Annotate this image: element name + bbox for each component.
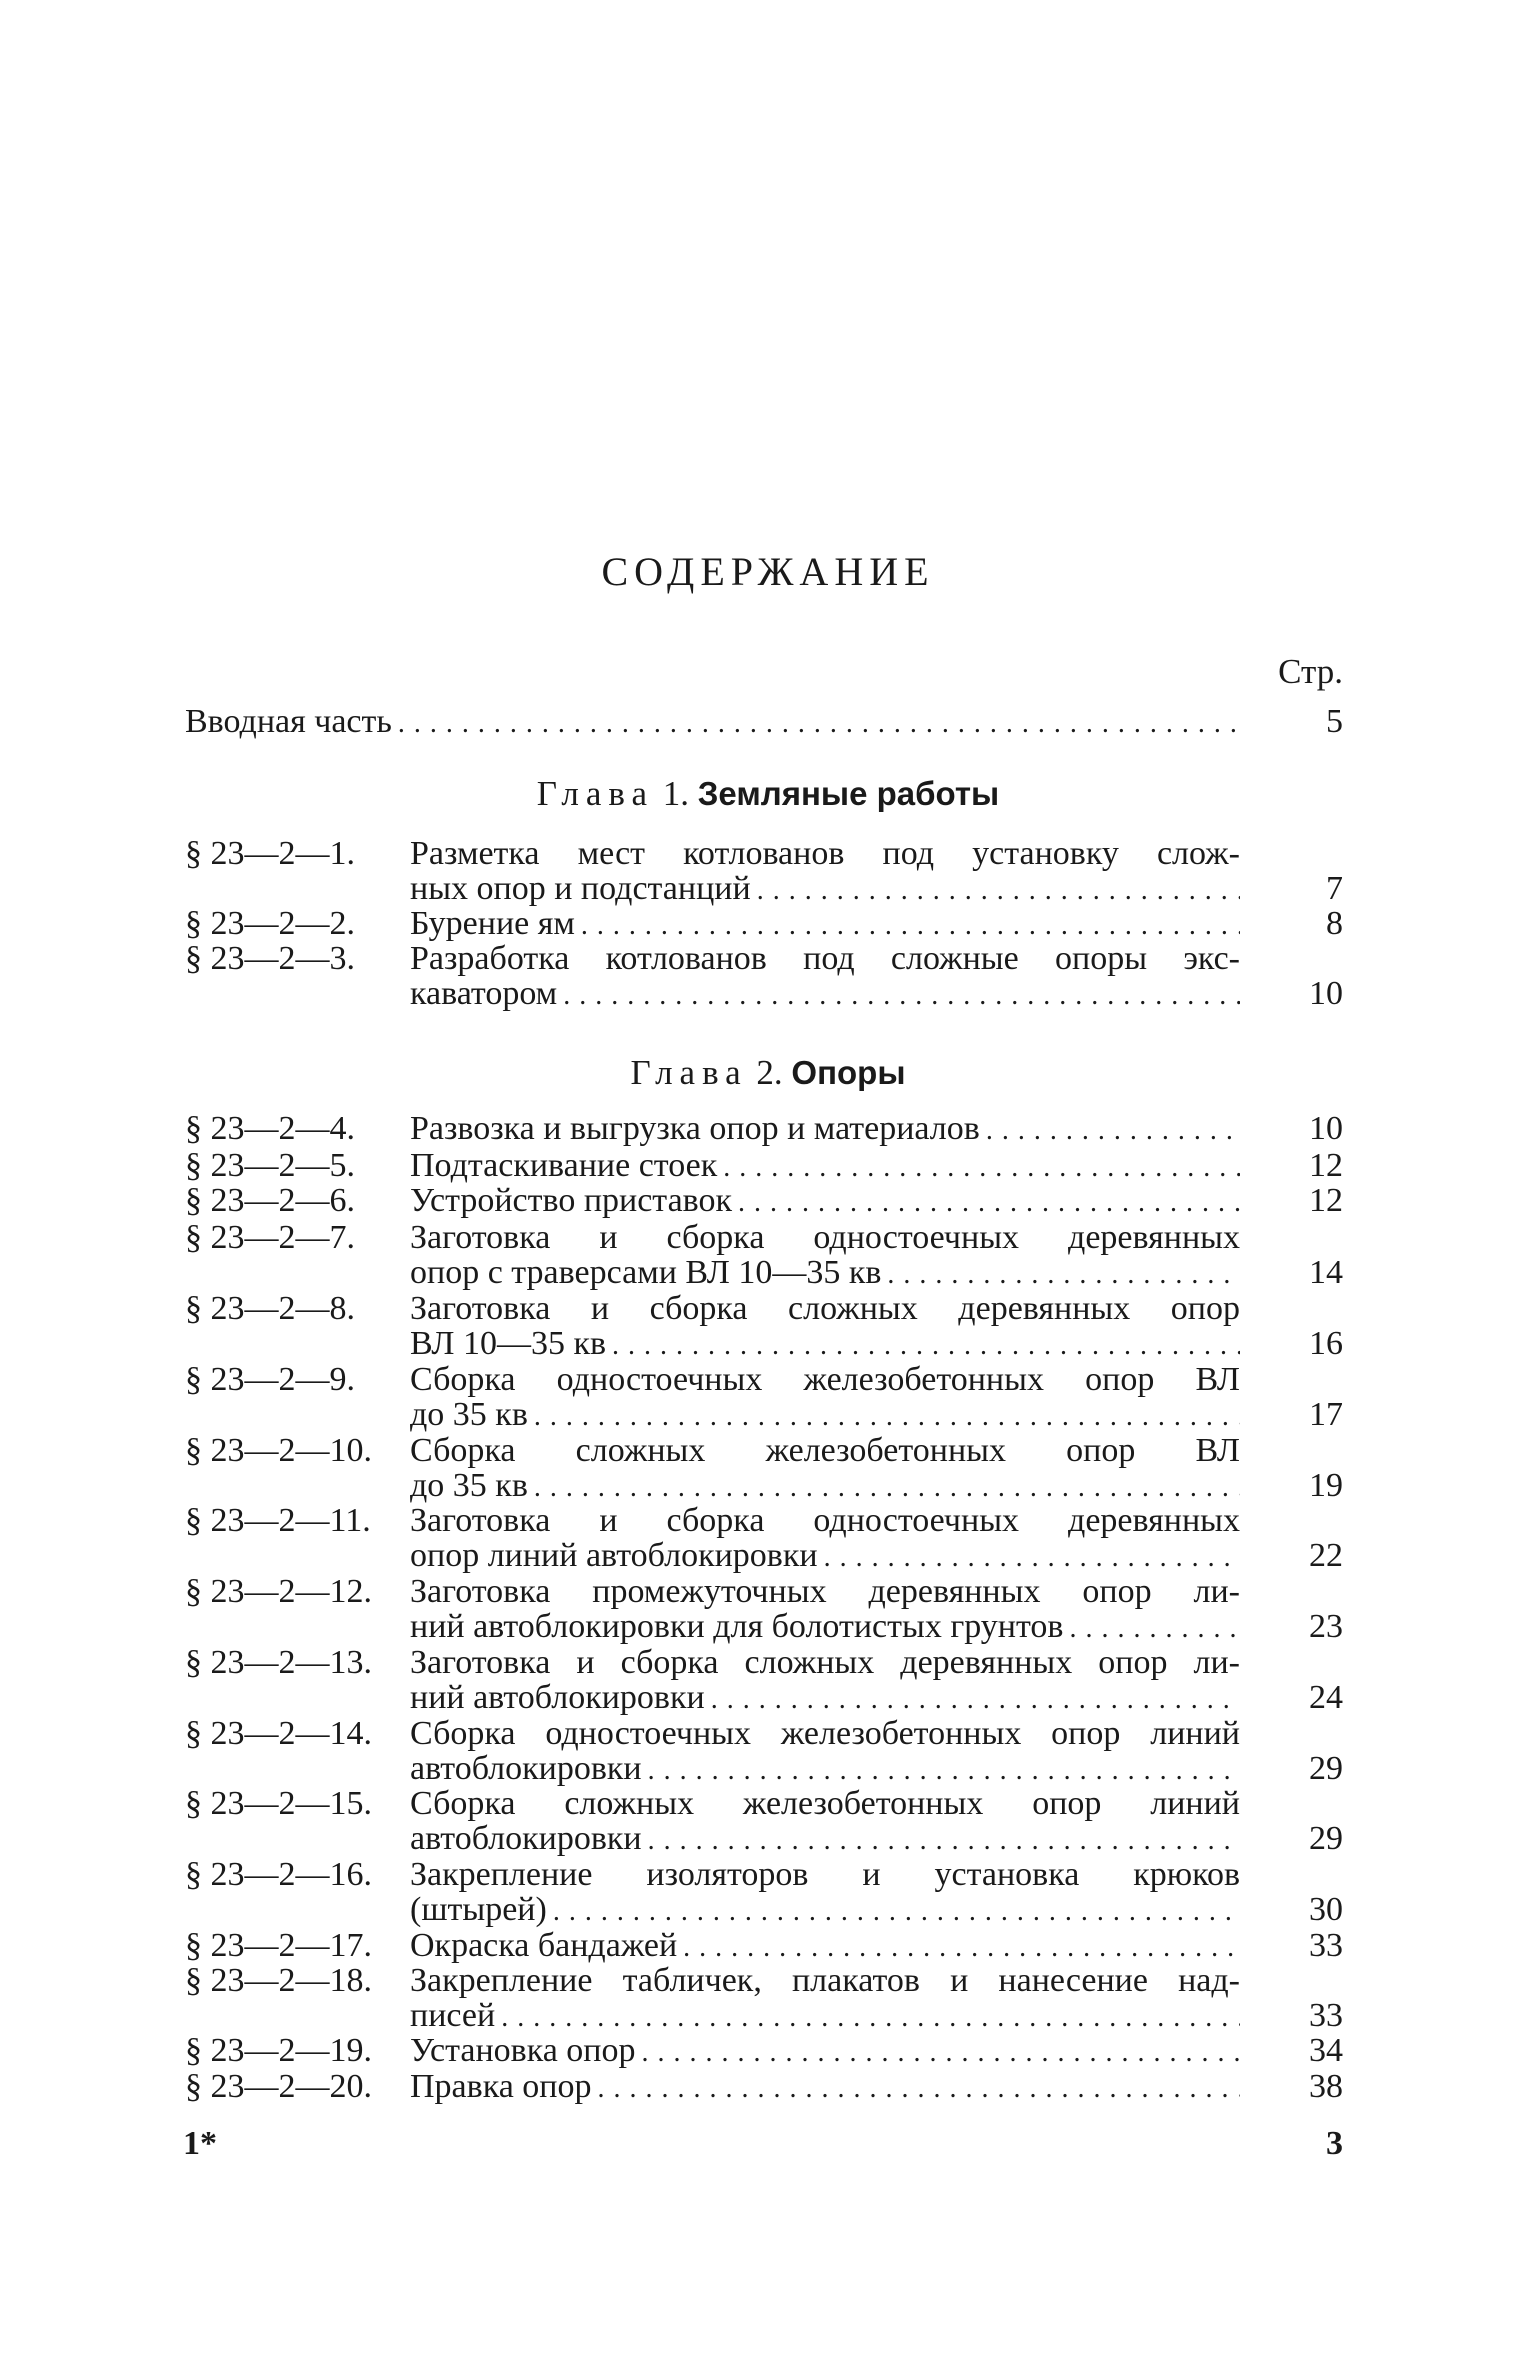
section-title-line-1[interactable]: Сборка сложных железобетонных опор ВЛ bbox=[410, 1432, 1240, 1469]
section-page: 12 bbox=[1309, 1147, 1343, 1184]
section-page: 10 bbox=[1309, 1110, 1343, 1147]
section-page: 22 bbox=[1309, 1537, 1343, 1574]
section-number: § 23—2—16. bbox=[185, 1856, 372, 1893]
section-title-text: опор с траверсами ВЛ 10—35 кв bbox=[410, 1254, 882, 1291]
dot-leader bbox=[711, 1682, 1240, 1718]
section-title-text: до 35 кв bbox=[410, 1467, 528, 1504]
section-title-line-1[interactable]: Заготовка и сборка одностоечных деревянных bbox=[410, 1502, 1240, 1539]
dot-leader bbox=[986, 1113, 1240, 1149]
section-title-line-2[interactable] bbox=[410, 1821, 1240, 1857]
section-number: § 23—2—11. bbox=[185, 1502, 371, 1539]
section-title-text: (штырей) bbox=[410, 1891, 547, 1928]
section-title-line-1[interactable]: Закрепление табличек, плакатов и нанесение над- bbox=[410, 1962, 1240, 1999]
section-title[interactable] bbox=[410, 1148, 1240, 1184]
dot-leader bbox=[641, 2035, 1240, 2071]
section-title-line-1[interactable]: Сборка одностоечных железобетонных опор линий bbox=[410, 1715, 1240, 1752]
section-title-line-1[interactable]: Заготовка и сборка сложных деревянных опор ли- bbox=[410, 1644, 1240, 1681]
dot-leader bbox=[723, 1150, 1240, 1186]
chapter-title: Опоры bbox=[791, 1054, 906, 1091]
section-title-line-2[interactable] bbox=[410, 1255, 1240, 1291]
section-number: § 23—2—19. bbox=[185, 2032, 372, 2069]
section-title-text: Развозка и выгрузка опор и материалов bbox=[410, 1110, 980, 1147]
section-page: 33 bbox=[1309, 1997, 1343, 2034]
section-page: 38 bbox=[1309, 2068, 1343, 2105]
intro-title: Вводная часть bbox=[185, 703, 392, 740]
section-title-line-1[interactable]: Разработка котлованов под сложные опоры экс- bbox=[410, 940, 1240, 977]
section-title-line-2[interactable] bbox=[410, 1468, 1240, 1504]
dot-leader bbox=[887, 1257, 1240, 1293]
chapter-label: Глава bbox=[536, 774, 654, 813]
section-number: § 23—2—8. bbox=[185, 1290, 355, 1327]
section-number: § 23—2—7. bbox=[185, 1219, 355, 1256]
section-page: 30 bbox=[1309, 1891, 1343, 1928]
section-page: 17 bbox=[1309, 1396, 1343, 1433]
section-title-text: Окраска бандажей bbox=[410, 1927, 678, 1964]
intro-page: 5 bbox=[1326, 703, 1343, 740]
section-number: § 23—2—1. bbox=[185, 835, 355, 872]
chapter-number: 1. bbox=[662, 774, 689, 813]
section-page: 33 bbox=[1309, 1927, 1343, 1964]
section-number: § 23—2—18. bbox=[185, 1962, 372, 1999]
page-column-header: Стр. bbox=[1278, 652, 1343, 691]
section-title-line-1[interactable]: Разметка мест котлованов под установку слож- bbox=[410, 835, 1240, 872]
section-page: 16 bbox=[1309, 1325, 1343, 1362]
section-page: 10 bbox=[1309, 975, 1343, 1012]
section-number: § 23—2—6. bbox=[185, 1182, 355, 1219]
dot-leader bbox=[563, 978, 1240, 1014]
section-page: 14 bbox=[1309, 1254, 1343, 1291]
section-page: 29 bbox=[1309, 1750, 1343, 1787]
signature-mark: 1* bbox=[183, 2125, 217, 2162]
chapter-2-heading bbox=[0, 1053, 1536, 1093]
section-number: § 23—2—5. bbox=[185, 1147, 355, 1184]
section-title-text: ных опор и подстанций bbox=[410, 870, 751, 907]
section-title-line-2[interactable] bbox=[410, 1397, 1240, 1433]
section-title-text: писей bbox=[410, 1997, 496, 2034]
page-title: СОДЕРЖАНИЕ bbox=[601, 549, 935, 594]
section-number: § 23—2—10. bbox=[185, 1432, 372, 1469]
dot-leader bbox=[648, 1753, 1240, 1789]
section-title-text: автоблокировки bbox=[410, 1820, 642, 1857]
section-title-text: каватором bbox=[410, 975, 558, 1012]
section-title-line-2[interactable] bbox=[410, 1751, 1240, 1787]
section-title-line-1[interactable]: Закрепление изоляторов и установка крюков bbox=[410, 1856, 1240, 1893]
dot-leader bbox=[824, 1540, 1240, 1576]
section-title-line-1[interactable]: Заготовка и сборка сложных деревянных опор bbox=[410, 1290, 1240, 1327]
dot-leader bbox=[398, 706, 1240, 742]
toc-entry-intro[interactable] bbox=[185, 704, 1240, 740]
section-number: § 23—2—13. bbox=[185, 1644, 372, 1681]
dot-leader bbox=[534, 1399, 1240, 1435]
section-number: § 23—2—12. bbox=[185, 1573, 372, 1610]
dot-leader bbox=[598, 2071, 1241, 2107]
section-title[interactable] bbox=[410, 2069, 1240, 2105]
section-page: 34 bbox=[1309, 2032, 1343, 2069]
section-title[interactable] bbox=[410, 1928, 1240, 1964]
dot-leader bbox=[612, 1328, 1240, 1364]
section-title-text: ний автоблокировки для болотистых грунтов bbox=[410, 1608, 1064, 1645]
section-title-text: Устройство приставок bbox=[410, 1182, 733, 1219]
section-page: 24 bbox=[1309, 1679, 1343, 1716]
section-number: § 23—2—14. bbox=[185, 1715, 372, 1752]
section-title-text: опор линий автоблокировки bbox=[410, 1537, 818, 1574]
section-title[interactable] bbox=[410, 1183, 1240, 1219]
section-page: 19 bbox=[1309, 1467, 1343, 1504]
section-number: § 23—2—4. bbox=[185, 1110, 355, 1147]
page-number: 3 bbox=[1326, 2125, 1343, 2162]
dot-leader bbox=[501, 2000, 1240, 2036]
section-title[interactable] bbox=[410, 1111, 1240, 1147]
section-title-line-1[interactable]: Заготовка промежуточных деревянных опор ли- bbox=[410, 1573, 1240, 1610]
section-number: § 23—2—20. bbox=[185, 2068, 372, 2105]
section-page: 8 bbox=[1326, 905, 1343, 942]
dot-leader bbox=[534, 1470, 1240, 1506]
section-number: § 23—2—2. bbox=[185, 905, 355, 942]
section-title-line-2[interactable] bbox=[410, 871, 1240, 907]
section-page: 23 bbox=[1309, 1608, 1343, 1645]
section-title-text: ний автоблокировки bbox=[410, 1679, 705, 1716]
dot-leader bbox=[683, 1930, 1240, 1966]
section-title-line-1[interactable]: Сборка одностоечных железобетонных опор ВЛ bbox=[410, 1361, 1240, 1398]
dot-leader bbox=[738, 1185, 1240, 1221]
chapter-title: Земляные работы bbox=[697, 775, 1000, 812]
section-title-text: Установка опор bbox=[410, 2032, 636, 2069]
section-title-line-1[interactable]: Заготовка и сборка одностоечных деревянных bbox=[410, 1219, 1240, 1256]
section-page: 7 bbox=[1326, 870, 1343, 907]
dot-leader bbox=[757, 873, 1240, 909]
section-title-line-2[interactable] bbox=[410, 1998, 1240, 2034]
dot-leader bbox=[581, 908, 1240, 944]
section-title-text: ВЛ 10—35 кв bbox=[410, 1325, 607, 1362]
section-title-text: Бурение ям bbox=[410, 905, 575, 942]
section-title-text: Подтаскивание стоек bbox=[410, 1147, 718, 1184]
dot-leader bbox=[1069, 1611, 1240, 1647]
chapter-number: 2. bbox=[756, 1053, 783, 1092]
section-title-line-2[interactable] bbox=[410, 1326, 1240, 1362]
dot-leader bbox=[553, 1894, 1240, 1930]
section-title-line-2[interactable] bbox=[410, 1538, 1240, 1574]
section-page: 29 bbox=[1309, 1820, 1343, 1857]
section-number: § 23—2—3. bbox=[185, 940, 355, 977]
section-title-line-2[interactable] bbox=[410, 1892, 1240, 1928]
dot-leader bbox=[648, 1823, 1240, 1859]
section-title-text: автоблокировки bbox=[410, 1750, 642, 1787]
section-title-text: до 35 кв bbox=[410, 1396, 528, 1433]
section-number: § 23—2—9. bbox=[185, 1361, 355, 1398]
section-number: § 23—2—17. bbox=[185, 1927, 372, 1964]
section-title-line-2[interactable] bbox=[410, 1609, 1240, 1645]
section-title-line-2[interactable] bbox=[410, 1680, 1240, 1716]
section-number: § 23—2—15. bbox=[185, 1785, 372, 1822]
section-title[interactable] bbox=[410, 2033, 1240, 2069]
chapter-1-heading bbox=[0, 774, 1536, 814]
section-title-text: Правка опор bbox=[410, 2068, 592, 2105]
section-title-line-1[interactable]: Сборка сложных железобетонных опор линий bbox=[410, 1785, 1240, 1822]
section-title[interactable] bbox=[410, 906, 1240, 942]
chapter-label: Глава bbox=[630, 1053, 748, 1092]
section-title-line-2[interactable] bbox=[410, 976, 1240, 1012]
section-page: 12 bbox=[1309, 1182, 1343, 1219]
